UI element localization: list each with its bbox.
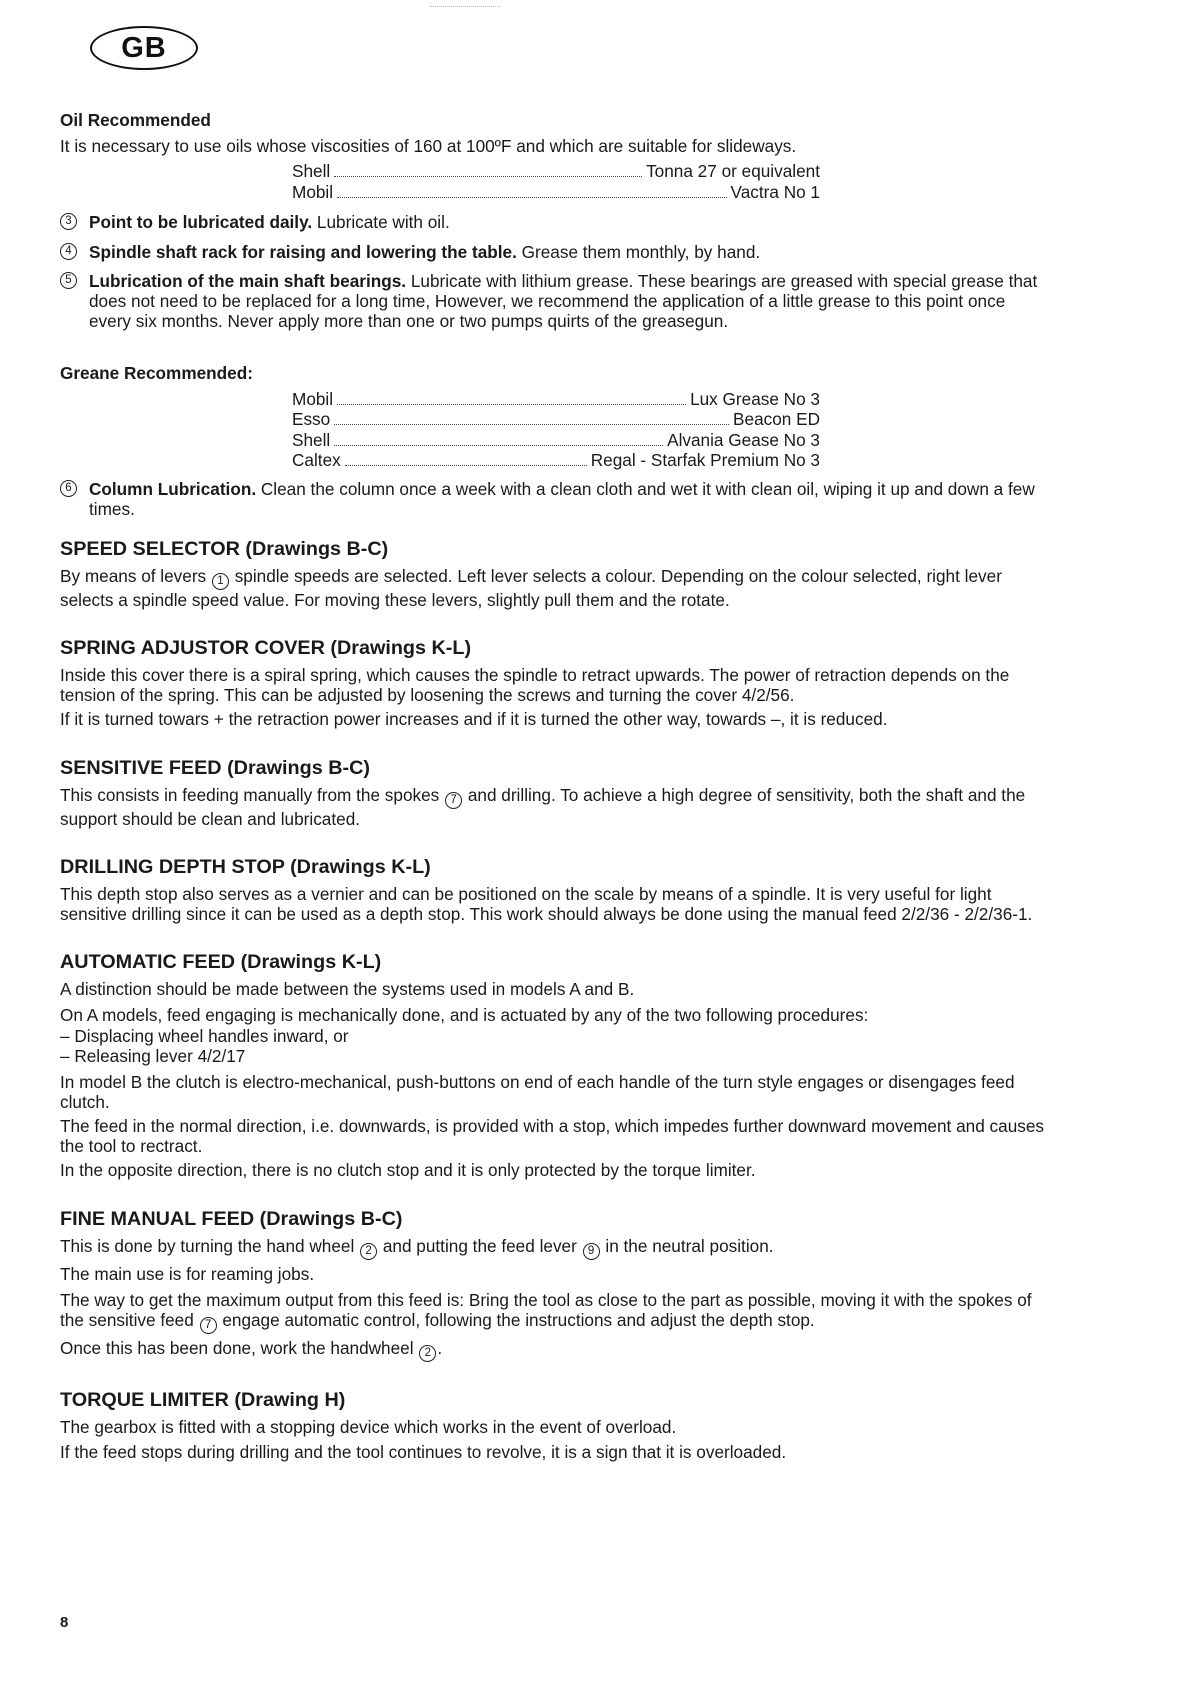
automatic-feed-p2: On A models, feed engaging is mechanically done, and is actuated by any of the two following procedures: <box>60 1004 869 1025</box>
automatic-feed-bullet: – Displacing wheel handles inward, or <box>60 1026 349 1046</box>
item-text: Lubricate with oil. <box>312 212 450 232</box>
lubrication-item-4 <box>60 242 1050 264</box>
grease-product: Regal - Starfak Premium No 3 <box>590 450 820 470</box>
drilling-depth-text: This depth stop also serves as a vernier and can be positioned on the scale by means of a spindle. It is very useful for light sensitive drilling since it can be used as a depth stop. This work should always be done using the manual feed 2/2/36 - 2/2/36-1. <box>60 884 1033 924</box>
item-title: Point to be lubricated daily. <box>89 212 313 232</box>
oil-heading: Oil Recommended <box>60 110 211 130</box>
circled-number: 1 <box>212 573 229 590</box>
grease-product: Lux Grease No 3 <box>690 388 820 409</box>
grease-brand: Shell <box>292 429 331 450</box>
grease-brand: Esso <box>292 409 331 429</box>
oil-brand: Shell <box>292 161 331 181</box>
lubrication-item-3 <box>60 212 1050 234</box>
spring-adjustor-p1: Inside this cover there is a spiral spring, which causes the spindle to retract upwards. The power of retraction depends on the tension of the spring. This can be adjusted by loosening the screws and turning the cover 4/2/56. <box>60 664 1010 705</box>
leader-dots <box>337 404 686 405</box>
circled-number: 2 <box>419 1345 436 1362</box>
text-run: engage automatic control, following the instructions and adjust the depth stop. <box>217 1309 815 1330</box>
leader-dots <box>334 445 663 446</box>
sensitive-feed-text <box>60 785 1050 829</box>
speed-selector-heading: SPEED SELECTOR (Drawings B-C) <box>60 537 389 560</box>
scan-mark <box>430 6 500 7</box>
automatic-feed-p5: In the opposite direction, there is no clutch stop and it is only protected by the torque limiter. <box>60 1159 756 1180</box>
circled-number: 5 <box>60 272 77 289</box>
automatic-feed-p4: The feed in the normal direction, i.e. downwards, is provided with a stop, which impedes further downward movement and causes the tool to rectract. <box>60 1115 1045 1156</box>
spring-adjustor-heading: SPRING ADJUSTOR COVER (Drawings K-L) <box>60 636 472 659</box>
lubrication-item-6 <box>60 479 1050 519</box>
leader-dots <box>334 176 642 177</box>
automatic-feed-heading: AUTOMATIC FEED (Drawings K-L) <box>60 951 382 973</box>
grease-row <box>292 450 820 471</box>
text-run: in the neutral position. <box>600 1236 774 1256</box>
item-text: Lubricate with lithium grease. These bearings are greased with special grease that does not need to be replaced for a long time, However, we recommend the application of a little grease to this point once every six months. Never apply more than one or two pumps quirts of the greasegun. <box>89 271 1038 331</box>
grease-spec-table <box>292 389 820 471</box>
circled-number: 7 <box>445 792 462 809</box>
grease-heading: Greane Recommended: <box>60 363 253 383</box>
torque-limiter-p1: The gearbox is fitted with a stopping device which works in the event of overload. <box>60 1416 677 1437</box>
oil-product: Tonna 27 or equivalent <box>646 161 820 181</box>
automatic-feed-bullet: – Releasing lever 4/2/17 <box>60 1046 246 1066</box>
text-run: Once this has been done, work the handwheel <box>60 1337 419 1358</box>
circled-number: 6 <box>60 480 77 497</box>
oil-intro: It is necessary to use oils whose viscosities of 160 at 100ºF and which are suitable for slideways. <box>60 135 797 156</box>
oil-brand: Mobil <box>292 181 334 202</box>
leader-dots <box>334 424 729 425</box>
circled-number: 7 <box>200 1317 217 1334</box>
text-run: . <box>437 1337 443 1358</box>
grease-brand: Mobil <box>292 388 334 409</box>
oil-product: Vactra No 1 <box>730 181 820 202</box>
item-text: Grease them monthly, by hand. <box>516 241 761 262</box>
speed-selector-text <box>60 566 1050 610</box>
fine-manual-feed-p3 <box>60 1290 1050 1334</box>
text-run: This consists in feeding manually from the spokes <box>60 785 445 805</box>
text-run: and drilling. To achieve a high degree of sensitivity, both the shaft and the support should be clean and lubricated. <box>60 785 1026 829</box>
circled-number: 4 <box>60 243 77 260</box>
language-badge: GB <box>90 26 198 70</box>
circled-number: 9 <box>583 1243 600 1260</box>
text-run: By means of levers <box>60 565 211 586</box>
page-content <box>60 110 1050 1468</box>
automatic-feed-p1: A distinction should be made between the systems used in models A and B. <box>60 979 635 999</box>
torque-limiter-heading: TORQUE LIMITER (Drawing H) <box>60 1388 346 1411</box>
fine-manual-feed-p2: The main use is for reaming jobs. <box>60 1264 315 1284</box>
page-number: 8 <box>60 1614 69 1631</box>
torque-limiter-p2: If the feed stops during drilling and the tool continues to revolve, it is a sign that it is overloaded. <box>60 1442 787 1462</box>
circled-number: 3 <box>60 213 77 230</box>
fine-manual-feed-p1 <box>60 1236 1050 1260</box>
grease-row <box>292 409 820 430</box>
text-run: The way to get the maximum output from this feed is: Bring the tool as close to the part as possible, moving it with the spokes of the sensitive feed <box>60 1289 1032 1330</box>
leader-dots <box>337 197 726 198</box>
oil-spec-table <box>292 161 820 202</box>
text-run: spindle speeds are selected. Left lever selects a colour. Depending on the colour selected, right lever selects a spindle speed value. For moving these levers, slightly pull them and the rotate. <box>60 565 1002 610</box>
text-run: and putting the feed lever <box>378 1236 582 1256</box>
leader-dots <box>345 465 587 466</box>
item-text: Clean the column once a week with a clean cloth and wet it with clean oil, wiping it up and down a few times. <box>89 478 1035 519</box>
fine-manual-feed-heading: FINE MANUAL FEED (Drawings B-C) <box>60 1208 403 1230</box>
item-title: Column Lubrication. <box>89 478 257 499</box>
grease-brand: Caltex <box>292 450 341 470</box>
spring-adjustor-p2: If it is turned towars + the retraction power increases and if it is turned the other way, towards –, it is reduced. <box>60 708 888 729</box>
circled-number: 2 <box>360 1243 377 1260</box>
grease-product: Alvania Gease No 3 <box>667 429 820 450</box>
sensitive-feed-heading: SENSITIVE FEED (Drawings B-C) <box>60 757 370 779</box>
grease-row <box>292 430 820 451</box>
oil-row <box>292 161 820 182</box>
automatic-feed-p3: In model B the clutch is electro-mechanical, push-buttons on end of each handle of the turn style engages or disengages feed clutch. <box>60 1071 1015 1112</box>
grease-product: Beacon ED <box>733 409 820 429</box>
oil-row <box>292 182 820 203</box>
item-title: Lubrication of the main shaft bearings. <box>89 271 407 291</box>
drilling-depth-heading: DRILLING DEPTH STOP (Drawings K-L) <box>60 856 431 878</box>
item-title: Spindle shaft rack for raising and lowering the table. <box>89 241 517 262</box>
fine-manual-feed-p4 <box>60 1338 1050 1362</box>
text-run: This is done by turning the hand wheel <box>60 1236 360 1256</box>
lubrication-item-5 <box>60 271 1050 331</box>
grease-row <box>292 389 820 410</box>
